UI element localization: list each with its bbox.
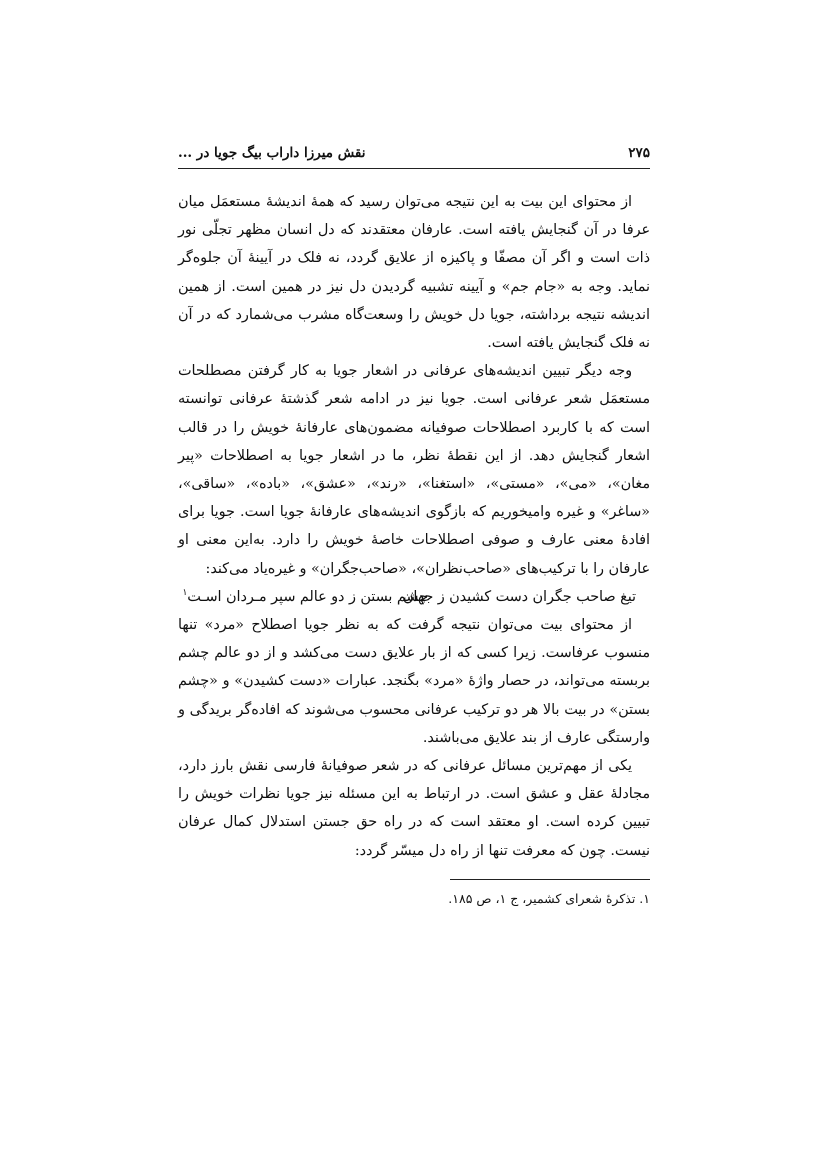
footnote-divider xyxy=(450,879,650,880)
running-title: نقش میرزا داراب بیگ جویا در ... xyxy=(178,145,366,161)
footnote: ۱. تذکرهٔ شعرای کشمیر، ج ۱، ص ۱۸۵. xyxy=(448,891,650,906)
paragraph: یکی از مهم‌ترین مسائل عرفانی که در شعر صوفیانهٔ فارسی نقش بارز دارد، مجادلهٔ عقل و عشق است. در ارتباط به این مسئله نیز جویا نظرات خویش را تبیین کرده است. او معتقد است که در راه حق جستن استدلال کمال عرفان نیست. چون که معرفت تنها از راه دل میسّر گردد: xyxy=(178,758,650,859)
page-number: ۲۷۵ xyxy=(628,145,650,161)
verse-hemistich-second-text: چشم بستن ز دو عالم سپر مـردان اسـت xyxy=(187,588,428,605)
body-text xyxy=(178,188,650,865)
verse-hemistich-first: تیغ صاحب جگران دست کشیدن ز جهان xyxy=(402,588,636,605)
verse-line xyxy=(178,583,650,611)
paragraph: از محتوای بیت می‌توان نتیجه گرفت که به نظر جویا اصطلاح «مرد» تنها منسوب عرفاست. زیرا کسی که از بار علایق دست می‌کشد و از دو عالم چشم بربسته می‌تواند، در حصار واژهٔ «مرد» بگنجد. عبارات «دست کشیدن» و «چشم بستن» در بیت بالا هر دو ترکیب عرفانی محسوب می‌شوند که افاده‌گر بریدگی و وارستگی عارف از بند علایق می‌باشند. xyxy=(178,617,650,746)
footnote-reference: ۱ xyxy=(182,588,188,599)
page-header xyxy=(178,142,650,169)
paragraph: از محتوای این بیت به این نتیجه می‌توان رسید که همهٔ اندیشهٔ مستعمَل میان عرفا در آن گنجایش یافته است. عارفان معتقدند که دل انسان مظهر تجلّی نور ذات است و اگر آن مصفّا و پاکیزه از علایق گردد، نه فلک در آیینهٔ آن جلوه‌گر نماید. وجه به «جام جم» و آیینه تشبیه گردیدن دل نیز در همین است. از همین اندیشه نتیجه برداشته، جویا دل خویش را وسعت‌گاه مشرب می‌شمارد که در آن نه فلک گنجایش یافته است. xyxy=(178,194,650,352)
verse-hemistich-second xyxy=(182,583,428,611)
paragraph: وجه دیگر تبیین اندیشه‌های عرفانی در اشعار جویا به کار گرفتن مصطلحات مستعمَل شعر عرفانی است. جویا نیز در ادامه شعر گذشتهٔ عرفانی توانسته است که با کاربرد اصطلاحات صوفیانه مضمون‌های عارفانهٔ خویش را در قالب اشعار گنجایش دهد. از این نقطهٔ نظر، ما در اشعار جویا به اصطلاحات «پیر مغان»، «می»، «مستی»، «استغنا»، «رند»، «عشق»، «باده»، «ساقی»، «ساغر» و غیره وامیخوریم که بازگوی اندیشه‌های عارفانهٔ جویا است. جویا برای افادهٔ معنی عارف و صوفی اصطلاحات خاصهٔ خویش را دارد. به‌این معنی او عارفان را با ترکیب‌های «صاحب‌نظران»، «صاحب‌جگران» و غیره‌یاد می‌کند: xyxy=(178,363,650,577)
